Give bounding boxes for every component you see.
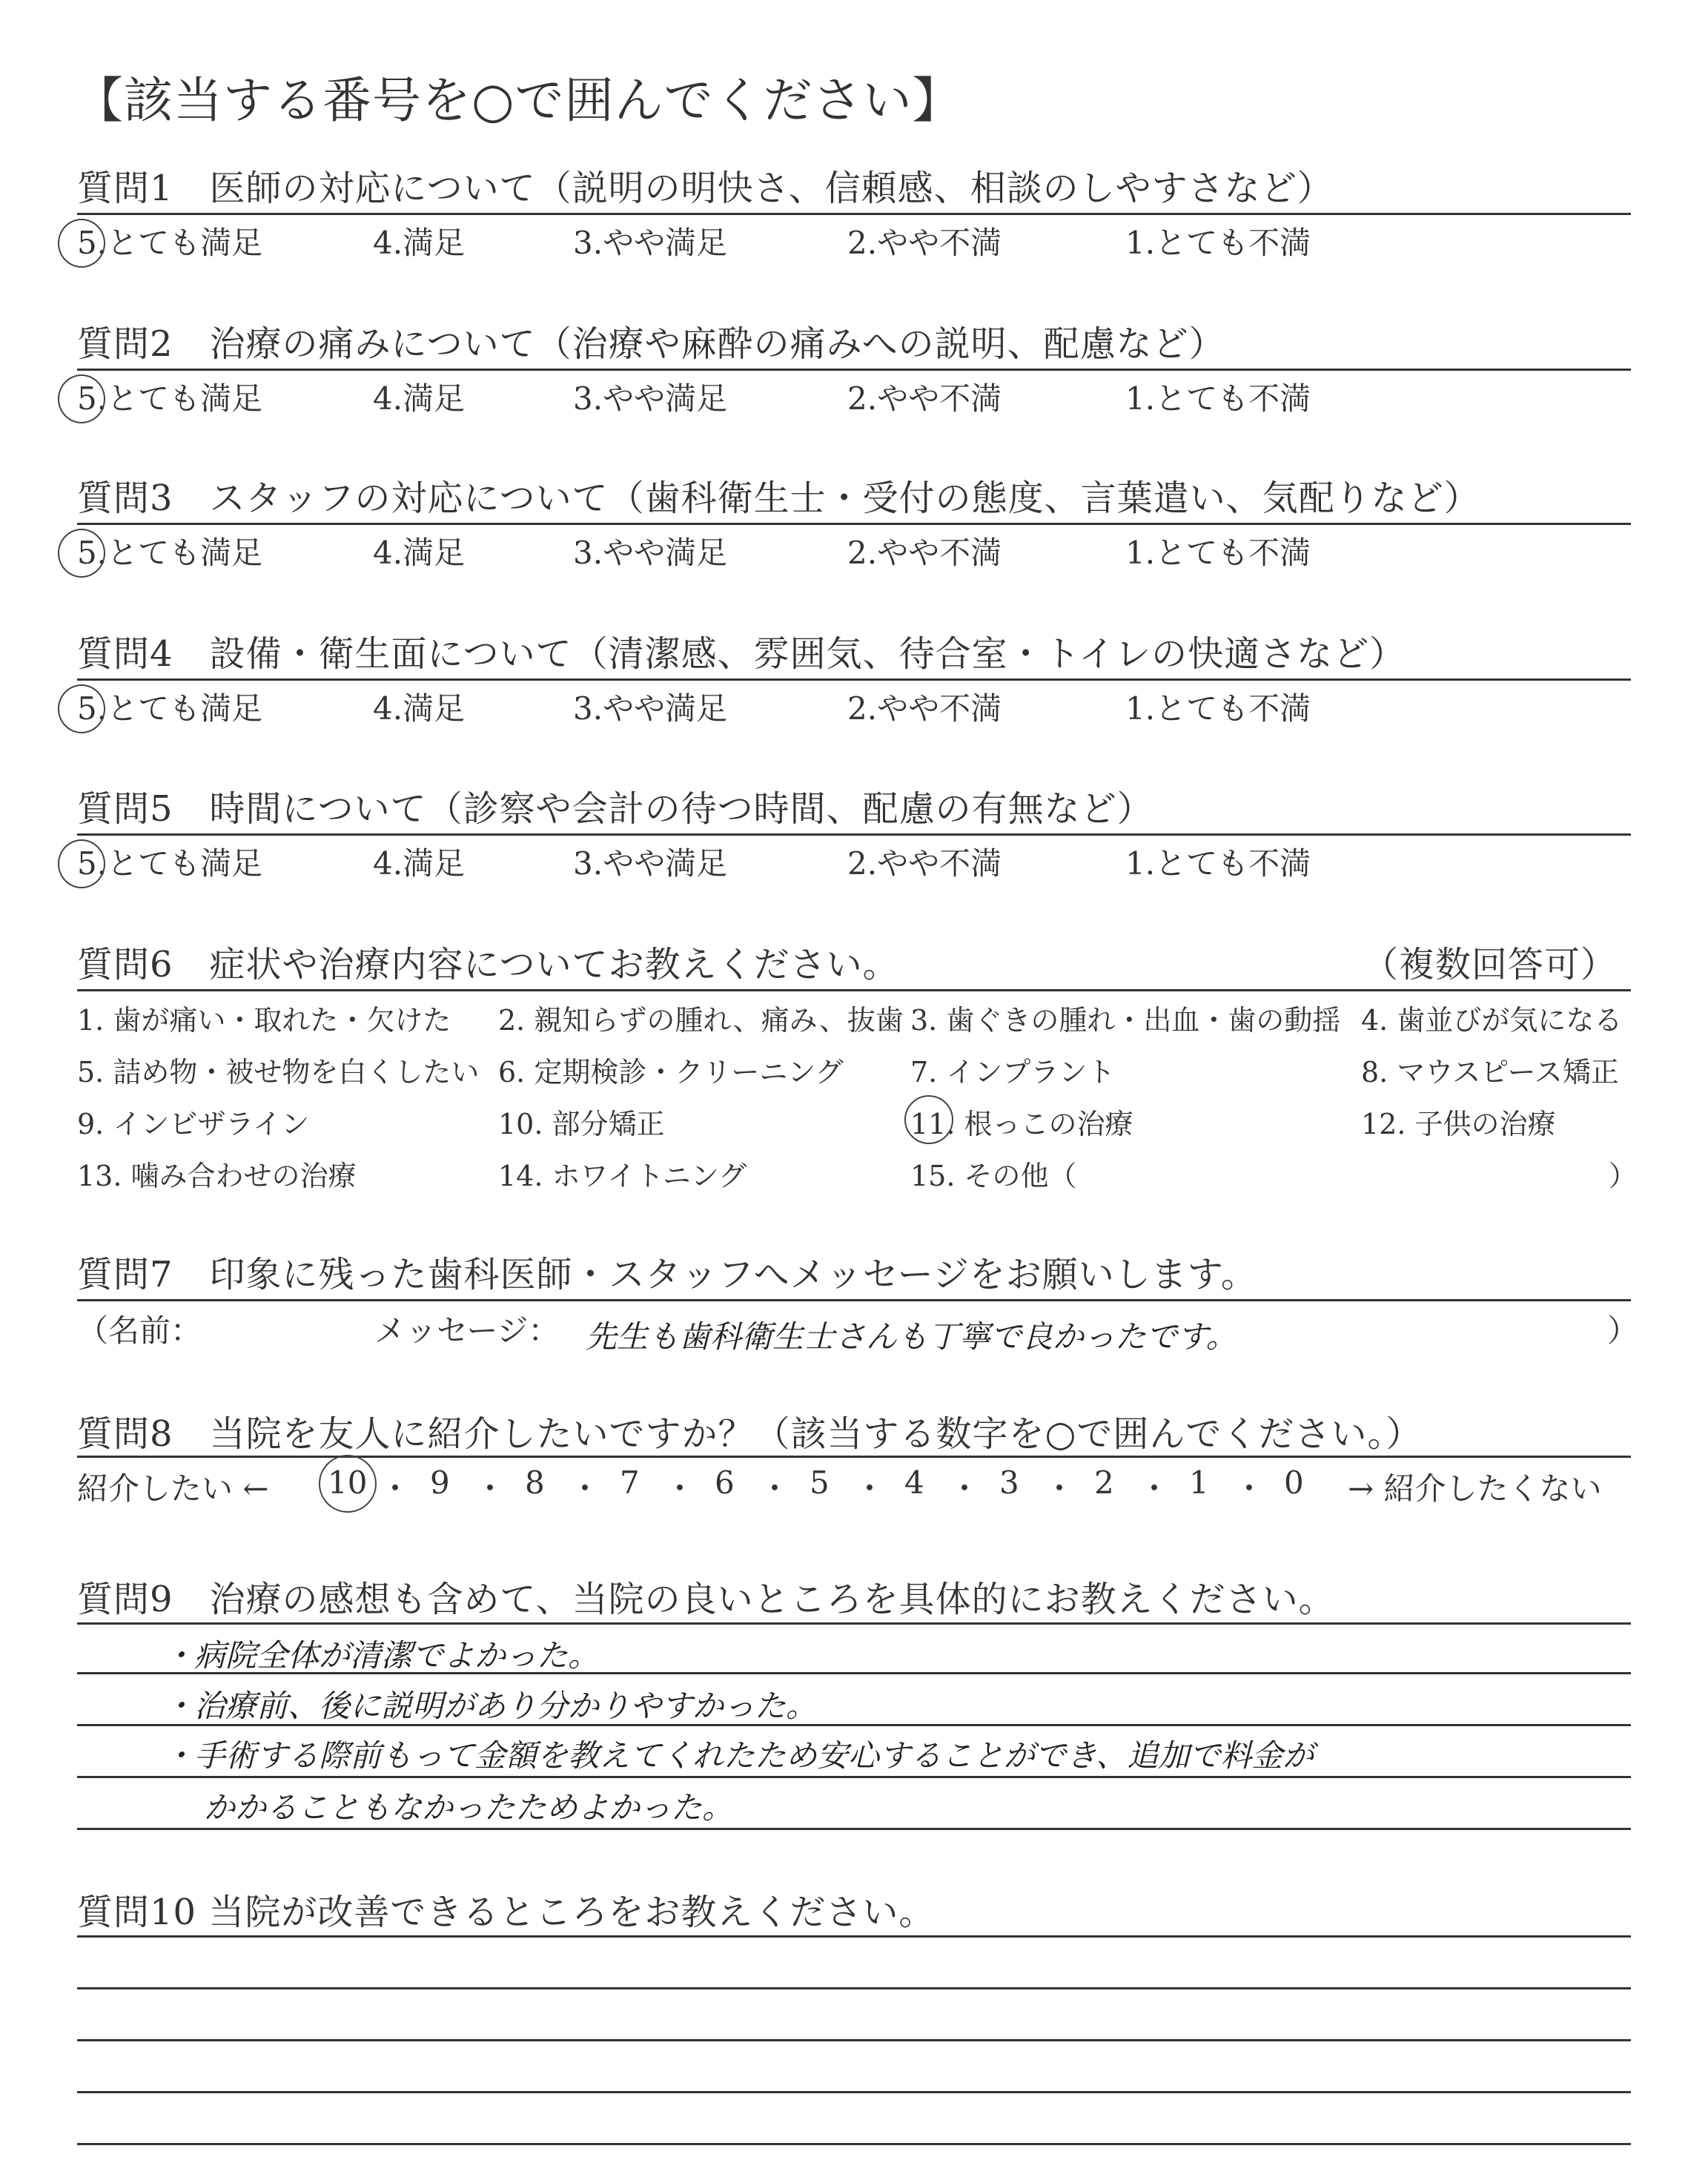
q6-option-10[interactable]: 10. 部分矯正	[498, 1108, 665, 1140]
q6-option-7[interactable]: 7. インプラント	[910, 1056, 1116, 1089]
q3-selection-circle	[58, 529, 105, 578]
q6-rule	[77, 989, 1631, 991]
q1-option-2[interactable]: 2.やや不満	[847, 225, 1002, 261]
q9-title: 質問9 治療の感想も含めて、当院の良いところを具体的にお教えください。	[77, 1579, 1335, 1620]
q6-option-4[interactable]: 4. 歯並びが気になる	[1361, 1004, 1623, 1037]
q6-option-9[interactable]: 9. インビザライン	[77, 1108, 310, 1140]
q1-option-5[interactable]: 5.とても満足	[77, 225, 263, 261]
q6-option-15[interactable]: 15. その他（	[910, 1160, 1077, 1192]
q10-title: 質問10 当院が改善できるところをお教えください。	[77, 1892, 936, 1933]
q6-option-11[interactable]: 11. 根っこの治療	[910, 1108, 1133, 1140]
q6-option-8[interactable]: 8. マウスピース矯正	[1361, 1056, 1619, 1089]
q9-rule-5	[77, 1828, 1631, 1830]
q10-rule-4	[77, 2091, 1631, 2093]
q8-scale-separator: ・	[569, 1470, 601, 1507]
q8-left-label: 紹介したい ←	[77, 1470, 269, 1507]
q4-option-1[interactable]: 1.とても不満	[1125, 690, 1311, 727]
q6-selection-circle	[904, 1095, 953, 1144]
q7-message-label: メッセージ：	[374, 1312, 560, 1349]
q3-option-2[interactable]: 2.やや不満	[847, 535, 1002, 571]
q3-rule	[77, 523, 1631, 525]
q8-scale-9[interactable]: 9	[430, 1464, 450, 1501]
q7-title: 質問7 印象に残った歯科医師・スタッフへメッセージをお願いします。	[77, 1254, 1257, 1295]
q1-option-3[interactable]: 3.やや満足	[573, 225, 728, 261]
q3-option-1[interactable]: 1.とても不満	[1125, 535, 1311, 571]
q8-rule	[77, 1456, 1631, 1458]
q8-scale-separator: ・	[1234, 1470, 1265, 1507]
q2-title: 質問2 治療の痛みについて（治療や麻酔の痛みへの説明、配慮など）	[77, 323, 1225, 365]
q8-scale-separator: ・	[1139, 1470, 1171, 1507]
q8-selection-circle	[319, 1455, 377, 1513]
q4-selection-circle	[58, 684, 105, 733]
q9-rule-1	[77, 1622, 1631, 1625]
q2-option-3[interactable]: 3.やや満足	[573, 380, 728, 417]
q3-option-5[interactable]: 5.とても満足	[77, 535, 263, 571]
q6-option-13[interactable]: 13. 噛み合わせの治療	[77, 1160, 357, 1192]
q10-rule-5	[77, 2143, 1631, 2145]
q7-close-paren: ）	[1607, 1312, 1639, 1349]
q9-answer-1: ・病院全体が清潔でよかった。	[163, 1637, 600, 1674]
q8-scale-8[interactable]: 8	[525, 1464, 545, 1501]
q4-title: 質問4 設備・衛生面について（清潔感、雰囲気、待合室・トイレの快適さなど）	[77, 633, 1406, 675]
q4-option-2[interactable]: 2.やや不満	[847, 690, 1002, 727]
q8-scale-5[interactable]: 5	[810, 1464, 830, 1501]
q3-option-3[interactable]: 3.やや満足	[573, 535, 728, 571]
q10-rule-1	[77, 1935, 1631, 1938]
q6-option-2[interactable]: 2. 親知らずの腫れ、痛み、抜歯	[498, 1004, 904, 1037]
q6-option-12[interactable]: 12. 子供の治療	[1361, 1108, 1556, 1140]
q6-option-1[interactable]: 1. 歯が痛い・取れた・欠けた	[77, 1004, 451, 1037]
q4-rule	[77, 678, 1631, 681]
q6-note: （複数回答可）	[1363, 944, 1618, 985]
q9-answer-2: ・治療前、後に説明があり分かりやすかった。	[163, 1688, 818, 1724]
q5-option-1[interactable]: 1.とても不満	[1125, 845, 1311, 882]
q10-rule-2	[77, 1987, 1631, 1989]
q7-message-handwritten: 先生も歯科衛生士さんも丁寧で良かったです。	[586, 1318, 1237, 1355]
q8-scale-separator: ・	[854, 1470, 886, 1507]
q8-scale-3[interactable]: 3	[999, 1464, 1019, 1501]
q4-option-4[interactable]: 4.満足	[373, 690, 466, 727]
q4-option-5[interactable]: 5.とても満足	[77, 690, 263, 727]
q9-answer-3: ・手術する際前もって金額を教えてくれたため安心することができ、追加で料金が	[163, 1737, 1314, 1774]
q5-option-2[interactable]: 2.やや不満	[847, 845, 1002, 882]
q8-right-label: → 紹介したくない	[1348, 1470, 1602, 1507]
q4-option-3[interactable]: 3.やや満足	[573, 690, 728, 727]
q8-scale-7[interactable]: 7	[620, 1464, 640, 1501]
q8-scale-separator: ・	[380, 1470, 411, 1507]
q8-scale-separator: ・	[1044, 1470, 1076, 1507]
q8-scale-separator: ・	[474, 1470, 506, 1507]
q6-option-6[interactable]: 6. 定期検診・クリーニング	[498, 1056, 844, 1089]
q1-option-1[interactable]: 1.とても不満	[1125, 225, 1311, 261]
q6-option-5[interactable]: 5. 詰め物・被せ物を白くしたい	[77, 1056, 480, 1089]
q9-answer-4: かかることもなかったためよかった。	[204, 1789, 734, 1826]
q5-option-5[interactable]: 5.とても満足	[77, 845, 263, 882]
q8-scale-separator: ・	[949, 1470, 981, 1507]
q5-option-4[interactable]: 4.満足	[373, 845, 466, 882]
q5-rule	[77, 833, 1631, 836]
q6-option-16[interactable]: ）	[1609, 1160, 1638, 1192]
q2-option-4[interactable]: 4.満足	[373, 380, 466, 417]
q3-title: 質問3 スタッフの対応について（歯科衛生士・受付の態度、言葉遣い、気配りなど）	[77, 478, 1480, 519]
q6-option-3[interactable]: 3. 歯ぐきの腫れ・出血・歯の動揺	[910, 1004, 1341, 1037]
q8-scale-2[interactable]: 2	[1094, 1464, 1114, 1501]
q8-scale-4[interactable]: 4	[904, 1464, 924, 1501]
q5-selection-circle	[58, 839, 105, 888]
q2-option-2[interactable]: 2.やや不満	[847, 380, 1002, 417]
q1-selection-circle	[58, 219, 105, 268]
q8-scale-separator: ・	[759, 1470, 791, 1507]
q8-scale-6[interactable]: 6	[715, 1464, 735, 1501]
q5-title: 質問5 時間について（診察や会計の待つ時間、配慮の有無など）	[77, 788, 1153, 830]
q8-title: 質問8 当院を友人に紹介したいですか？（該当する数字を○で囲んでください。）	[77, 1413, 1423, 1455]
q8-scale-10[interactable]: 10	[328, 1464, 368, 1501]
q1-option-4[interactable]: 4.満足	[373, 225, 466, 261]
q2-option-1[interactable]: 1.とても不満	[1125, 380, 1311, 417]
q2-rule	[77, 369, 1631, 371]
q1-rule	[77, 213, 1631, 215]
q7-name-label: （名前：	[77, 1312, 202, 1349]
q3-option-4[interactable]: 4.満足	[373, 535, 466, 571]
q9-rule-4	[77, 1776, 1631, 1778]
form-title: 【該当する番号を○で囲んでください】	[74, 72, 962, 129]
q8-scale-separator: ・	[664, 1470, 696, 1507]
q1-title: 質問1 医師の対応について（説明の明快さ、信頼感、相談のしやすさなど）	[77, 168, 1334, 209]
q5-option-3[interactable]: 3.やや満足	[573, 845, 728, 882]
q10-rule-3	[77, 2039, 1631, 2041]
q6-title: 質問6 症状や治療内容についてお教えください。	[77, 944, 899, 985]
q2-selection-circle	[58, 374, 105, 423]
q8-scale-1[interactable]: 1	[1189, 1464, 1209, 1501]
q6-option-14[interactable]: 14. ホワイトニング	[498, 1160, 747, 1192]
q2-option-5[interactable]: 5.とても満足	[77, 380, 263, 417]
q8-scale-0[interactable]: 0	[1284, 1464, 1304, 1501]
q7-rule	[77, 1299, 1631, 1301]
